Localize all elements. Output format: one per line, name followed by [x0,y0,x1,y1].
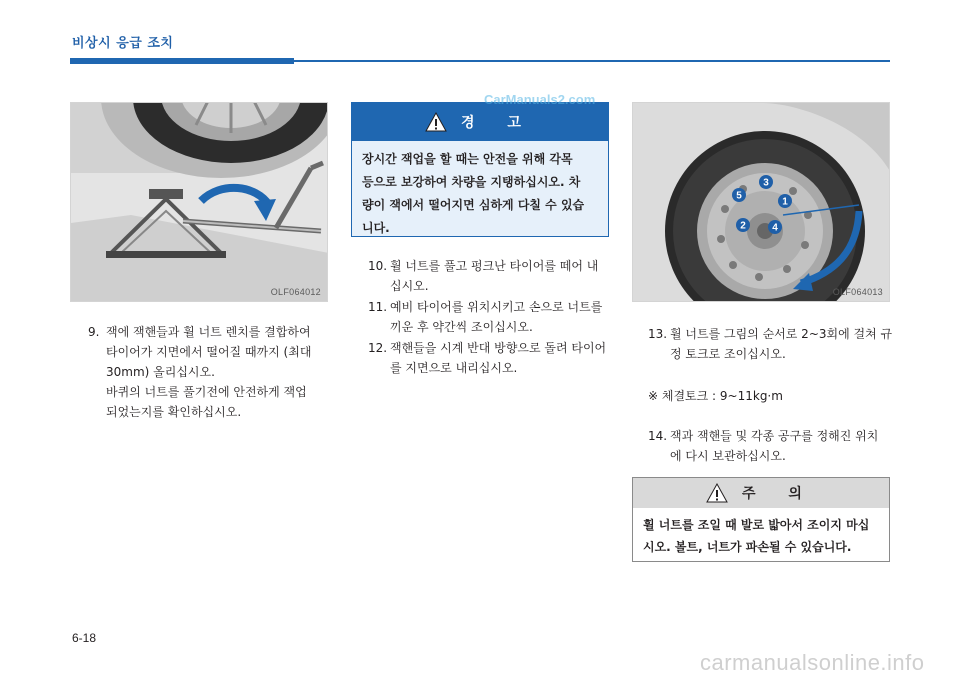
section-title: 비상시 응급 조치 [72,36,174,51]
wheel-illustration [633,103,890,302]
figure-code: OLF064013 [832,287,883,297]
figure-code: OLF064012 [270,287,321,297]
warning-title: 경 고 [461,115,535,131]
step-line: 끼운 후 약간씩 조이십시오. [390,320,533,334]
jack-illustration [71,103,328,302]
step-number: 12. [368,341,388,355]
warning-body [352,141,608,247]
warning-header [352,103,608,141]
step-line: 잭에 잭핸들과 휠 너트 렌치를 결합하여 [106,325,311,339]
step-number: 10. [368,259,388,273]
step-13 [648,324,898,364]
wheel-nut-label: 2 [740,220,746,232]
step-9 [88,322,338,422]
page-number: 6-18 [72,631,97,645]
step-line: 십시오. [390,279,429,293]
wheel-nut-label: 5 [736,190,742,202]
caution-triangle-icon [706,483,728,503]
step-number: 13. [648,327,668,341]
wheel-nut-label: 1 [782,196,788,208]
step-line: 를 지면으로 내리십시오. [390,361,518,375]
step-line: 되었는지를 확인하십시오. [106,405,242,419]
step-number: 9. [88,325,100,339]
caution-line: 시오. 볼트, 너트가 파손될 수 있습니다. [643,540,852,554]
step-14 [648,426,898,466]
warning-line: 장시간 잭업을 할 때는 안전을 위해 각목 [362,152,573,166]
step-line: 휠 너트를 풀고 펑크난 타이어를 떼어 내 [390,259,599,273]
wheel-figure [632,102,890,302]
caution-box [632,477,890,562]
caution-body [633,508,889,564]
step-number: 11. [368,300,388,314]
step-line: 정 토크로 조이십시오. [670,347,786,361]
step-line: 에 다시 보관하십시오. [670,449,786,463]
warning-line: 량이 잭에서 떨어지면 심하게 다칠 수 있습 [362,198,585,212]
header-rule-thin [294,60,890,62]
warning-line: 니다. [362,221,390,235]
caution-header [633,478,889,508]
step-line: 타이어가 지면에서 떨어질 때까지 (최대 [106,345,312,359]
step-number: 14. [648,429,668,443]
caution-line: 휠 너트를 조일 때 발로 밟아서 조이지 마십 [643,518,870,532]
step-line: 30mm) 올리십시오. [106,365,215,379]
wheel-nut-label: 3 [763,177,769,189]
step-line: 바퀴의 너트를 풀기전에 안전하게 잭업 [106,385,307,399]
watermark-top: CarManuals2.com [484,92,596,107]
warning-line: 등으로 보강하여 차량을 지탱하십시오. 차 [362,175,581,189]
step-line: 잭과 잭핸들 및 각종 공구를 정해진 위치 [670,429,879,443]
step-line: 예비 타이어를 위치시키고 손으로 너트를 [390,300,603,314]
wheel-nut-label: 4 [772,222,778,234]
warning-triangle-icon [425,112,447,132]
jack-figure [70,102,328,302]
step-line: 휠 너트를 그림의 순서로 2~3회에 걸쳐 규 [670,327,893,341]
header-rule-thick [70,58,294,64]
watermark-bottom: carmanualsonline.info [700,650,925,675]
step-12 [368,338,618,378]
caution-title: 주 의 [742,486,816,502]
step-11 [368,297,618,337]
step-line: 잭핸들을 시계 반대 방향으로 돌려 타이어 [390,341,607,355]
step-10 [368,256,618,296]
torque-note: ※ 체결토크 : 9~11kg·m [648,389,783,403]
warning-box [351,102,609,237]
